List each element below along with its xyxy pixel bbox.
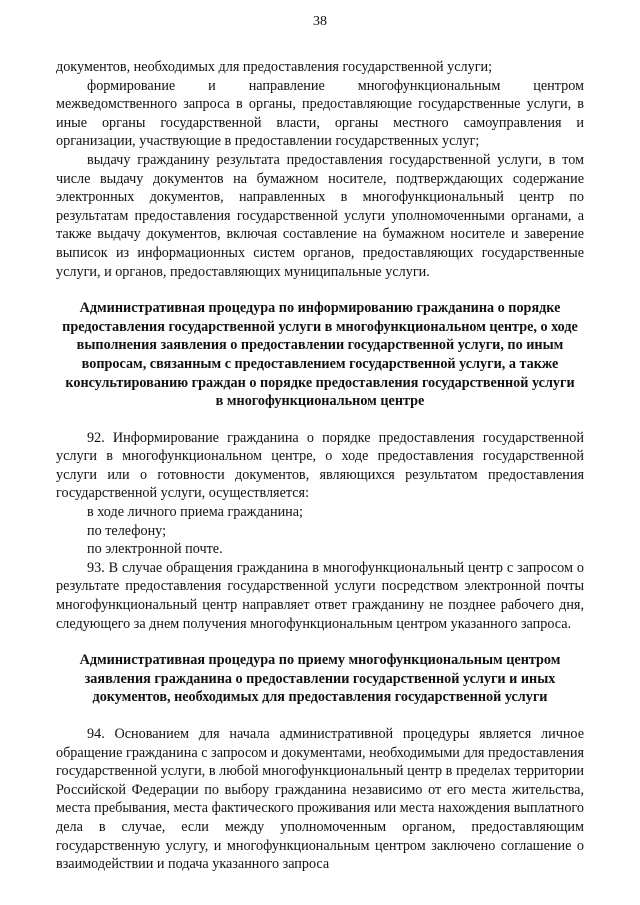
- paragraph-92: 92. Информирование гражданина о порядке предоставления государственной услуги в многофункциональном центре, о ходе предоставления государственной услуги или о готовности документов, являющихся результатом предоставления государственной услуги, осуществляется:: [56, 429, 584, 502]
- paragraph-94: 94. Основанием для начала административной процедуры является личное обращение гражданина с запросом и документами, необходимыми для предоставления государственной услуги, в любой многофункциональный центр в пределах территории Российской Федерации по выбору гражданина независимо от его места жительства, места пребывания, места фактического проживания или места нахождения выплатного дела в случае, если между уполномоченным органом, предоставляющим государственную услугу, и многофункциональным центром заключено соглашение о взаимодействии и подача указанного запроса: [56, 726, 584, 873]
- section1-heading: Административная процедура по информированию гражданина о порядке предоставления государственной услуги в многофункциональном центре, о ходе выполнения заявления о предоставлении государственной услуги, по иным вопросам, связанным с предоставлением государственной услуги, а также консультированию граждан о порядке предоставления государственной услуги в многофункциональном центре: [62, 300, 578, 410]
- section2-heading: Административная процедура по приему многофункциональным центром заявления гражданина о предоставлении государственной услуги и иных документов, необходимых для предоставления государственной услуги: [79, 652, 561, 706]
- list-item-personal: в ходе личного приема гражданина;: [87, 504, 303, 521]
- page-content: [56, 58, 584, 874]
- paragraph-93: 93. В случае обращения гражданина в многофункциональный центр с запросом о результате предоставления государственной услуги посредством электронной почты многофункциональный центр направляет ответ гражданину не позднее рабочего дня, следующего за днем получения многофункциональным центром указанного запроса.: [56, 559, 584, 632]
- page-number: 38: [313, 14, 327, 29]
- intro-item-issue: выдачу гражданину результата предоставления государственной услуги, в том числе выдачу документов на бумажном носителе, подтверждающих содержание электронных документов, направленных в многофункциональный центр по результатам предоставления государственной услуги уполномоченными органами, а также выдачу документов, включая составление на бумажном носителе и заверение выписок из информационных систем органов, предоставляющих государственные услуги, и органов, предоставляющих муниципальные услуги.: [56, 151, 584, 280]
- list-item-email: по электронной почте.: [87, 541, 223, 558]
- list-item-phone: по телефону;: [87, 522, 167, 539]
- intro-item-forming: формирование и направление многофункциональным центром межведомственного запроса в органы, предоставляющие государственные услуги, в иные органы государственной власти, органы местного самоуправления и организации, участвующие в предоставлении государственных услуг;: [56, 77, 584, 150]
- intro-continuation: документов, необходимых для предоставления государственной услуги;: [56, 59, 493, 75]
